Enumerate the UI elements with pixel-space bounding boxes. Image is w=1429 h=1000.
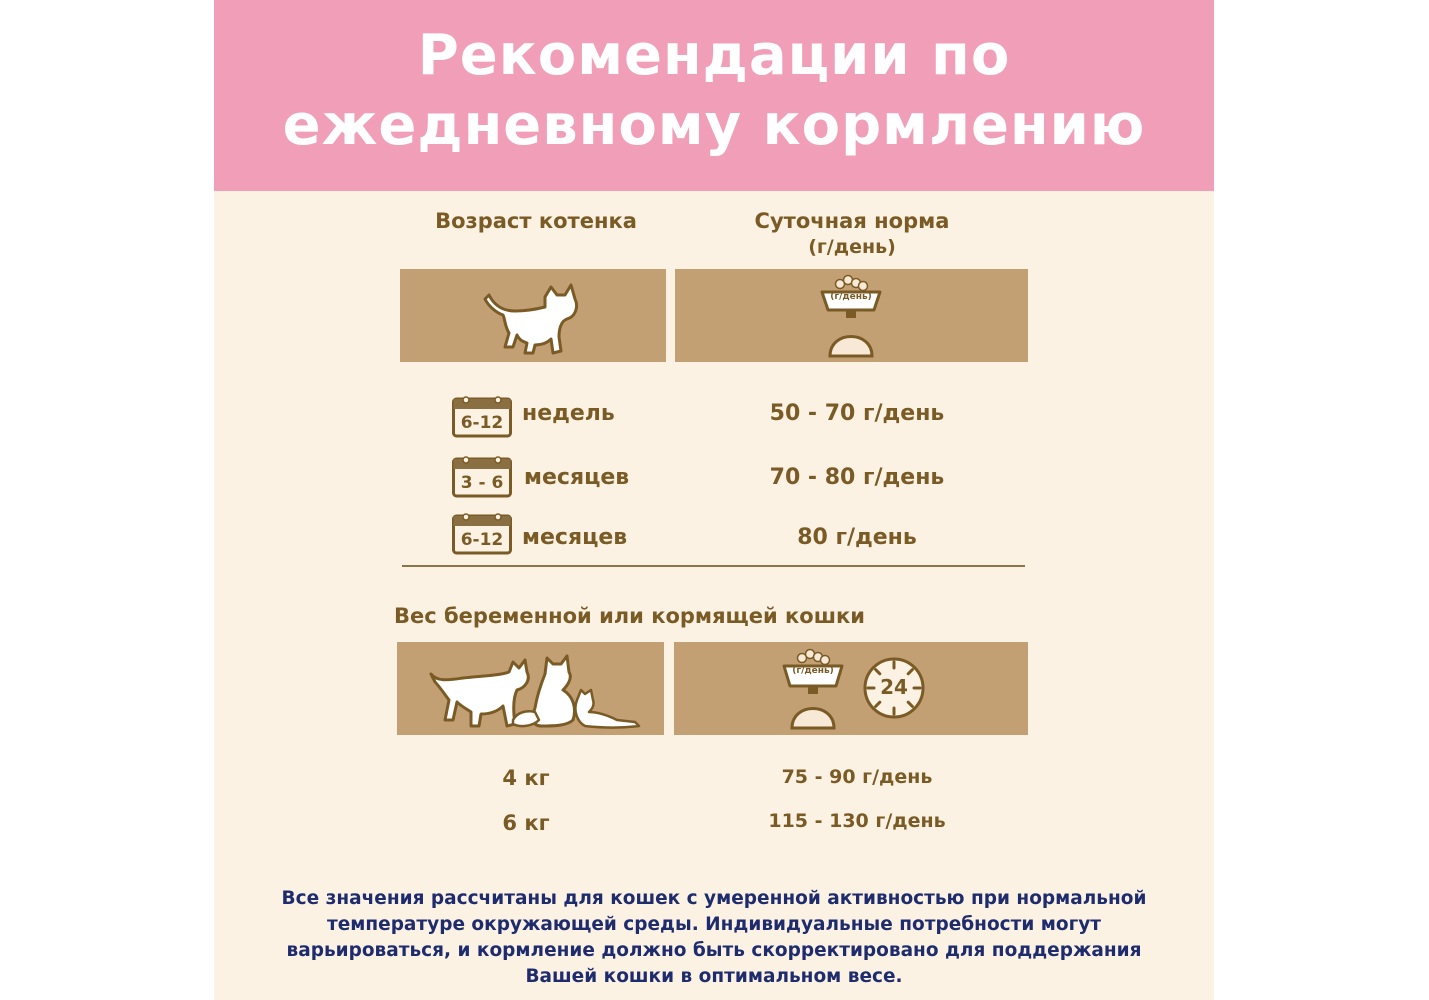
food-bowl-icon (780, 646, 846, 732)
footer-line-4: Вашей кошки в оптимальном весе. (525, 966, 903, 987)
food-bowl-icon (818, 272, 884, 360)
age-period: месяцев (524, 465, 630, 490)
daily-amount: 50 - 70 г/день (769, 401, 945, 426)
daily-norm-unit: (г/день) (808, 236, 896, 258)
age-period: месяцев (522, 525, 628, 550)
kitten-panel (400, 269, 666, 362)
footer-line-2: температуре окружающей среды. Индивидуальные потребности могут (326, 914, 1102, 935)
daily-amount: 115 - 130 г/день (768, 810, 946, 832)
feeding-card (214, 0, 1214, 1000)
mother-cats-icon (427, 650, 647, 730)
daily-amount: 80 г/день (797, 525, 917, 550)
footer-line-3: варьироваться, и кормление должно быть скорректировано для поддержания (286, 940, 1142, 961)
bowl-label: (г/день) (792, 666, 834, 676)
footer-note (254, 886, 1174, 990)
kitten-age-header: Возраст котенка (435, 209, 637, 233)
footer-line-1: Все значения рассчитаны для кошек с умеренной активностью при нормальной (281, 888, 1147, 909)
cat-weight: 6 кг (502, 811, 550, 835)
bowl-panel (675, 269, 1028, 362)
calendar-range: 6-12 (460, 530, 504, 550)
daily-norm-header: Суточная норма (754, 209, 950, 233)
adult-weight-header: Вес беременной или кормящей кошки (394, 604, 865, 628)
calendar-range: 3 - 6 (460, 473, 504, 493)
bowl-clock-panel (674, 642, 1028, 735)
page-title-line-1: Рекомендации по (417, 23, 1011, 88)
daily-amount: 75 - 90 г/день (781, 766, 933, 788)
age-period: недель (522, 401, 615, 426)
cats-panel (397, 642, 664, 735)
daily-amount: 70 - 80 г/день (769, 465, 945, 490)
clock-hours: 24 (880, 675, 908, 699)
section-divider (402, 565, 1025, 567)
bowl-label: (г/день) (830, 292, 872, 302)
cat-weight: 4 кг (502, 766, 550, 790)
calendar-range: 6-12 (460, 413, 504, 433)
page-title-line-2: ежедневному кормлению (282, 93, 1146, 158)
kitten-icon (481, 277, 581, 357)
title-banner (214, 0, 1214, 191)
